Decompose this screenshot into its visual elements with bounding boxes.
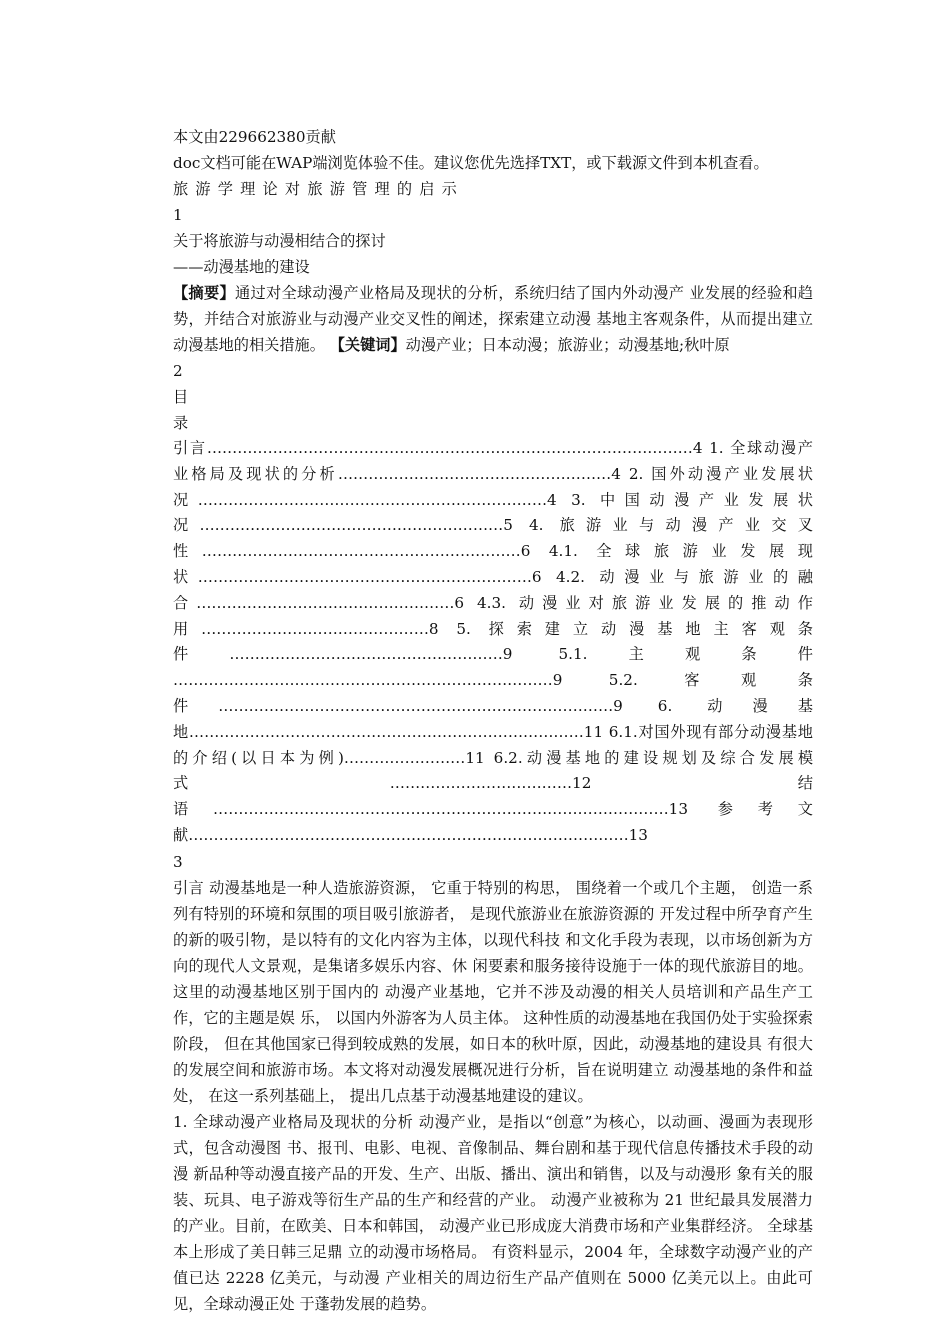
- contributor-line: 本文由229662380贡献: [173, 128, 336, 146]
- abstract-label: 【摘要】: [173, 284, 235, 302]
- introduction-paragraph: 引言 动漫基地是一种人造旅游资源， 它重于特别的构思， 围绕着一个或几个主题， 创造一系列有特别的环境和氛围的项目吸引旅游者， 是现代旅游业在旅游资源的 开发过程中所孕育产生的新的吸引物，是以特有的文化内容为主体，以现代科技 和文化手段为表现，以市场创新为方向的现代人文景观，是集诸多娱乐内容、休 闲要素和服务接待设施于一体的现代旅游目的地。 这里的动漫基地区别于国内的 动漫产业基地，它并不涉及动漫的相关人员培训和产品生产工作，它的主题是娱 乐， 以国内外游客为人员主体。 这种性质的动漫基地在我国仍处于实验探索阶段， 但在其他国家已得到较成熟的发展，如日本的秋叶原，因此，动漫基地的建设具 有很大的发展空间和旅游市场。本文将对动漫发展概况进行分析，旨在说明建立 动漫基地的条件和益处， 在这一系列基础上， 提出几点基于动漫基地建设的建议。: [173, 878, 813, 1105]
- page-number-1: 1: [173, 206, 183, 224]
- keywords-label: 【关键词】: [329, 336, 406, 354]
- format-notice: doc文档可能在WAP端浏览体验不佳。建议您优先选择TXT，或下载源文件到本机查看。: [173, 154, 769, 172]
- series-title: 旅游学理论对旅游管理的启示: [173, 180, 465, 198]
- document-title: 关于将旅游与动漫相结合的探讨: [173, 232, 386, 250]
- toc-heading-1: 目: [173, 388, 189, 406]
- document-page: [173, 124, 813, 1317]
- keywords-text: 动漫产业；日本动漫；旅游业；动漫基地;秋叶原: [405, 336, 730, 354]
- page-number-3: 3: [173, 852, 183, 871]
- page-number-2: 2: [173, 362, 183, 380]
- section-1-paragraph: 1. 全球动漫产业格局及现状的分析 动漫产业，是指以“创意”为核心，以动画、漫画为表现形式，包含动漫图 书、报刊、电影、电视、音像制品、舞台剧和基于现代信息传播技术手段的动漫 新品种等动漫直接产品的开发、生产、出版、播出、演出和销售，以及与动漫形 象有关的服装、玩具、电子游戏等衍生产品的生产和经营的产业。 动漫产业被称为 21 世纪最具发展潜力的产业。目前，在欧美、日本和韩国， 动漫产业已形成庞大消费市场和产业集群经济。 全球基本上形成了美日韩三足鼎 立的动漫市场格局。 有资料显示，2004 年，全球数字动漫产业的产值已达 2228 亿美元，与动漫 产业相关的周边衍生产品产值则在 5000 亿美元以上。由此可见，全球动漫正处 于蓬勃发展的趋势。: [173, 1112, 813, 1313]
- abstract: [173, 280, 813, 358]
- document-subtitle: ——动漫基地的建设: [173, 258, 310, 276]
- table-of-contents: 引言……………………………………………………………………………………4 1. 全球动漫产业格局及现状的分析………………………………………………4 2. 国外动漫产业发展状况……………………………………………………………4 3. 中国动漫产业发展状况……………………………………………………5 4. 旅游业与动漫产业交叉性………………………………………………………6 4.1. 全球旅游业发展现状…………………………………………………………6 4.2. 动漫业与旅游业的融合……………………………………………6 4.3. 动漫业对旅游业发展的推动作用………………………………………8 5. 探索建立动漫基地主客观条件………………………………………………9 5.1.主观条件 …………………………………………………………………9 5.2. 客观条件……………………………………………………………………9 6. 动漫基地……………………………………………………………………11 6.1.对国外现有部分动漫基地的介绍(以日本为例)……………………11 6.2.动漫基地的建设规划及综合发展模式………………………………12 结语………………………………………………………………………………13 参考文献……………………………………………………………………………13: [173, 439, 813, 844]
- toc-heading-2: 录: [173, 414, 189, 432]
- abstract-text: 通过对全球动漫产业格局及现状的分析，系统归结了国内外动漫产 业发展的经验和趋势，并结合对旅游业与动漫产业交叉性的阐述，探索建立动漫 基地主客观条件，从而提出建立动漫基地的相关措施。: [173, 284, 814, 354]
